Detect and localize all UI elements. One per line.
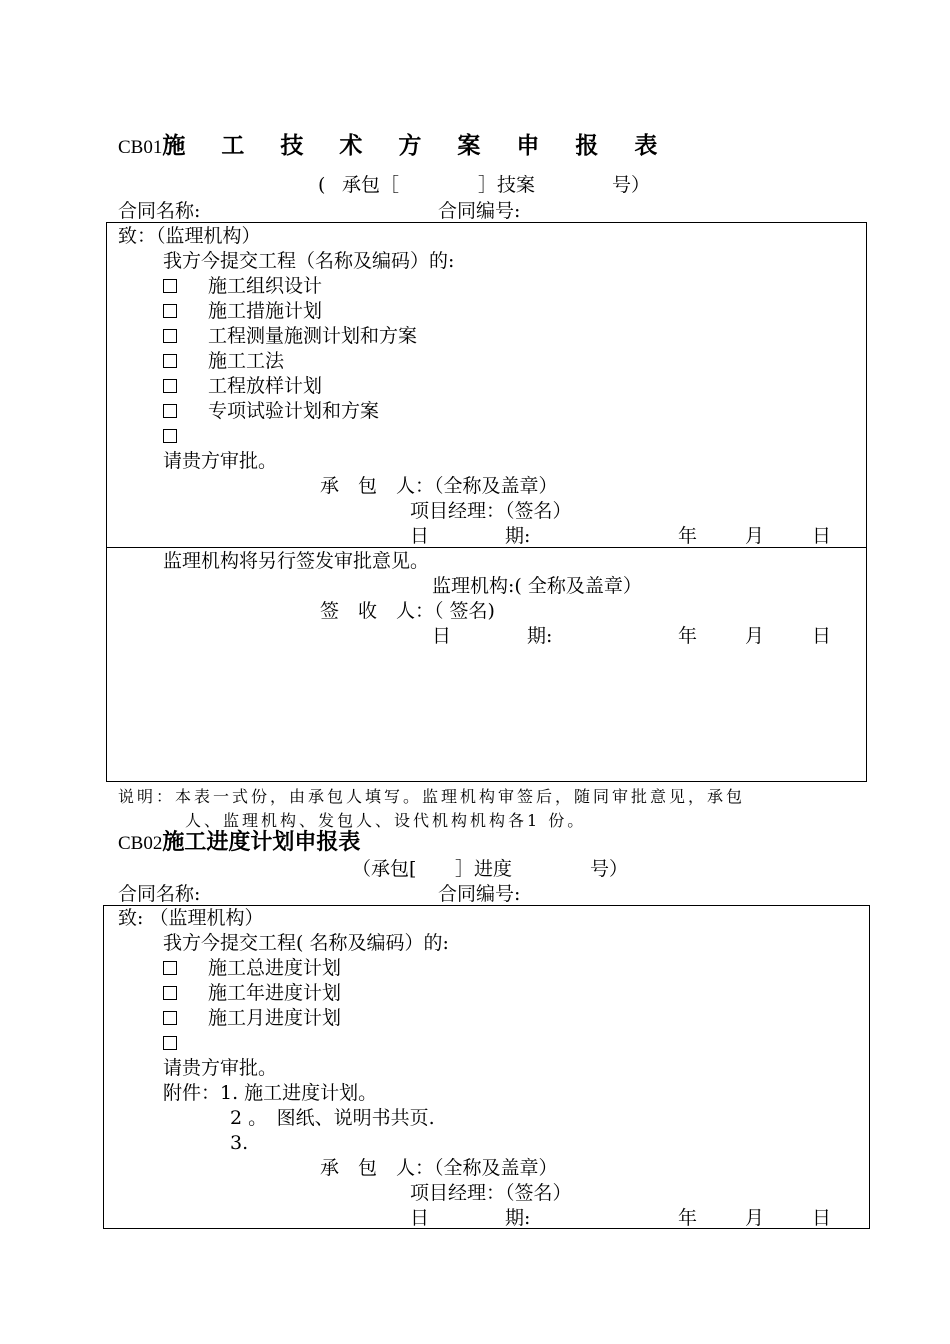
form2-year: 年 bbox=[678, 1207, 698, 1229]
form2-attach-2: 2 。 图纸、说明书共页. bbox=[230, 1107, 435, 1129]
form2-code: CB02 bbox=[118, 833, 163, 854]
form1-code: CB01 bbox=[118, 137, 163, 158]
form2-option-label: 施工总进度计划 bbox=[208, 957, 342, 979]
form1-date: 日 期: bbox=[410, 525, 531, 547]
form2-title-text: 施工进度计划申报表 bbox=[162, 830, 361, 855]
form1-subtitle-contractor: 承包［ bbox=[342, 174, 400, 196]
form2-option bbox=[163, 981, 177, 1005]
form1-month2: 月 bbox=[745, 625, 765, 647]
form2-to: 致: （监理机构） bbox=[118, 907, 264, 929]
form1-contract-name: 合同名称: bbox=[118, 200, 201, 222]
checkbox-icon[interactable] bbox=[163, 329, 177, 343]
form1-to: 致：（监理机构） bbox=[118, 225, 261, 247]
form2-option-label: 施工月进度计划 bbox=[208, 1007, 342, 1029]
checkbox-icon[interactable] bbox=[163, 279, 177, 293]
form2-title bbox=[118, 831, 360, 856]
form1-contract-no: 合同编号: bbox=[438, 200, 521, 222]
checkbox-icon[interactable] bbox=[163, 404, 177, 418]
form2-month: 月 bbox=[745, 1207, 765, 1229]
form1-option bbox=[163, 424, 177, 448]
form1-month: 月 bbox=[745, 525, 765, 547]
form1-option-label: 施工措施计划 bbox=[208, 300, 323, 322]
form1-option-label: 工程放样计划 bbox=[208, 375, 323, 397]
form1-option-label: 专项试验计划和方案 bbox=[208, 400, 380, 422]
form1-title-text: 施 工 技 术 方 案 申 报 表 bbox=[162, 133, 672, 159]
checkbox-icon[interactable] bbox=[163, 429, 177, 443]
form1-option-label: 工程测量施测计划和方案 bbox=[208, 325, 418, 347]
form1-option bbox=[163, 374, 177, 398]
form2-day: 日 bbox=[812, 1207, 832, 1229]
checkbox-icon[interactable] bbox=[163, 304, 177, 318]
form1-subtitle-end: 号） bbox=[612, 174, 651, 196]
form1-title bbox=[118, 134, 671, 160]
form2-subtitle-mid: ］进度 bbox=[455, 858, 513, 880]
checkbox-icon[interactable] bbox=[163, 961, 177, 975]
checkbox-icon[interactable] bbox=[163, 354, 177, 368]
form2-option bbox=[163, 956, 177, 980]
form1-option bbox=[163, 399, 177, 423]
form2-attach: 附件：1. 施工进度计划。 bbox=[163, 1082, 378, 1104]
form2-contract-no: 合同编号: bbox=[438, 883, 521, 905]
form1-supervisor: 监理机构:( 全称及盖章） bbox=[432, 575, 642, 597]
form2-date: 日 期: bbox=[410, 1207, 531, 1229]
form1-contractor: 承 包 人：（全称及盖章） bbox=[320, 475, 558, 497]
form1-footer-line1: 说明：本表一式份，由承包人填写。监理机构审签后，随同审批意见，承包 bbox=[118, 787, 746, 806]
form1-date2: 日 期: bbox=[432, 625, 553, 647]
form1-subtitle-open: ( bbox=[318, 174, 326, 196]
checkbox-icon[interactable] bbox=[163, 1036, 177, 1050]
form1-option-label: 施工工法 bbox=[208, 350, 285, 372]
form2-contract-name: 合同名称: bbox=[118, 883, 201, 905]
form1-option bbox=[163, 299, 177, 323]
form1-request: 请贵方审批。 bbox=[163, 450, 278, 472]
form1-option bbox=[163, 349, 177, 373]
form1-day2: 日 bbox=[812, 625, 832, 647]
form1-day: 日 bbox=[812, 525, 832, 547]
form1-option bbox=[163, 324, 177, 348]
form2-attach-3: 3. bbox=[230, 1132, 249, 1154]
form1-option-label: 施工组织设计 bbox=[208, 275, 323, 297]
form1-pm: 项目经理：（签名） bbox=[410, 500, 572, 522]
form2-option bbox=[163, 1031, 177, 1055]
checkbox-icon[interactable] bbox=[163, 1011, 177, 1025]
form2-pm: 项目经理：（签名） bbox=[410, 1182, 572, 1204]
form1-option bbox=[163, 274, 177, 298]
form1-intro: 我方今提交工程（名称及编码）的: bbox=[163, 250, 455, 272]
checkbox-icon[interactable] bbox=[163, 379, 177, 393]
form2-option bbox=[163, 1006, 177, 1030]
form1-footer-line2: 人、监理机构、发包人、设代机构机构各1 份。 bbox=[185, 811, 587, 830]
form2-intro: 我方今提交工程( 名称及编码）的: bbox=[163, 932, 449, 954]
form1-subtitle-mid: ］技案 bbox=[478, 174, 536, 196]
form1-supervisor-note: 监理机构将另行签发审批意见。 bbox=[163, 550, 430, 572]
form1-year: 年 bbox=[678, 525, 698, 547]
form1-year2: 年 bbox=[678, 625, 698, 647]
form2-subtitle-contractor: （承包[ bbox=[352, 858, 417, 880]
form2-option-label: 施工年进度计划 bbox=[208, 982, 342, 1004]
form2-contractor: 承 包 人：（全称及盖章） bbox=[320, 1157, 558, 1179]
form2-subtitle-end: 号） bbox=[590, 858, 629, 880]
checkbox-icon[interactable] bbox=[163, 986, 177, 1000]
form1-receiver: 签 收 人：（ 签名) bbox=[320, 600, 495, 622]
form2-request: 请贵方审批。 bbox=[163, 1057, 278, 1079]
